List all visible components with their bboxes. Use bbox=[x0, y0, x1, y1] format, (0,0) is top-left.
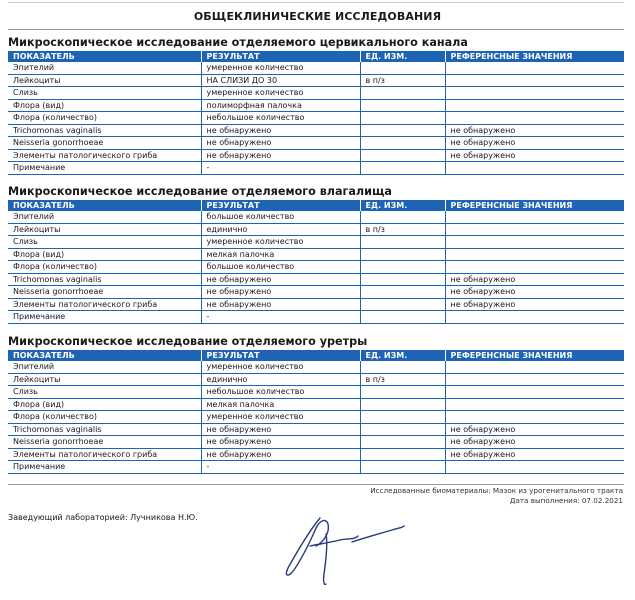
cell-result: не обнаружено bbox=[201, 124, 360, 137]
col-header-reference: РЕФЕРЕНСНЫЕ ЗНАЧЕНИЯ bbox=[445, 350, 624, 361]
cell-reference bbox=[445, 112, 624, 125]
cell-reference bbox=[445, 162, 624, 175]
section-urethral bbox=[8, 335, 624, 474]
cell-unit bbox=[360, 386, 445, 399]
cell-unit bbox=[360, 99, 445, 112]
table-header-row bbox=[8, 51, 624, 62]
cell-result: умеренное количество bbox=[201, 411, 360, 424]
row-note bbox=[8, 461, 624, 474]
cell-indicator: Элементы патологического гриба bbox=[8, 448, 201, 461]
cell-unit bbox=[360, 149, 445, 162]
cell-reference: не обнаружено bbox=[445, 298, 624, 311]
col-header-unit: ЕД. ИЗМ. bbox=[360, 51, 445, 62]
completion-date: Дата выполнения: 07.02.2021 bbox=[509, 496, 623, 505]
cell-reference bbox=[445, 248, 624, 261]
cell-indicator: Лейкоциты bbox=[8, 373, 201, 386]
cell-unit bbox=[360, 311, 445, 324]
cell-indicator: Эпителий bbox=[8, 361, 201, 373]
row-neisseria bbox=[8, 286, 624, 299]
cell-indicator: Слизь bbox=[8, 236, 201, 249]
col-header-reference: РЕФЕРЕНСНЫЕ ЗНАЧЕНИЯ bbox=[445, 200, 624, 211]
cell-unit bbox=[360, 124, 445, 137]
cell-reference bbox=[445, 311, 624, 324]
cell-unit bbox=[360, 461, 445, 474]
cell-reference bbox=[445, 87, 624, 100]
cell-reference bbox=[445, 211, 624, 223]
cell-result: не обнаружено bbox=[201, 286, 360, 299]
cell-indicator: Лейкоциты bbox=[8, 74, 201, 87]
cell-reference bbox=[445, 62, 624, 74]
cell-unit bbox=[360, 62, 445, 74]
cell-result: мелкая палочка bbox=[201, 248, 360, 261]
row-flora-type bbox=[8, 248, 624, 261]
cell-reference bbox=[445, 74, 624, 87]
footer-divider bbox=[8, 484, 624, 485]
cell-indicator: Примечание bbox=[8, 461, 201, 474]
biomaterials-note: Исследованные биоматериалы: Мазок из урогенитального тракта bbox=[370, 486, 623, 495]
row-flora-amount bbox=[8, 112, 624, 125]
cell-reference bbox=[445, 386, 624, 399]
cell-unit bbox=[360, 398, 445, 411]
row-fungi bbox=[8, 149, 624, 162]
cell-reference: не обнаружено bbox=[445, 149, 624, 162]
cell-reference: не обнаружено bbox=[445, 448, 624, 461]
cell-indicator: Neisseria gonorrhoeae bbox=[8, 137, 201, 150]
cell-result: умеренное количество bbox=[201, 62, 360, 74]
cell-indicator: Trichomonas vaginalis bbox=[8, 423, 201, 436]
cell-indicator: Флора (вид) bbox=[8, 398, 201, 411]
row-flora-amount bbox=[8, 411, 624, 424]
results-table bbox=[8, 200, 624, 324]
cell-result: умеренное количество bbox=[201, 361, 360, 373]
section-cervical bbox=[8, 36, 624, 175]
row-neisseria bbox=[8, 137, 624, 150]
cell-unit bbox=[360, 248, 445, 261]
table-header-row bbox=[8, 200, 624, 211]
row-mucus bbox=[8, 386, 624, 399]
col-header-indicator: ПОКАЗАТЕЛЬ bbox=[8, 200, 201, 211]
cell-indicator: Лейкоциты bbox=[8, 223, 201, 236]
cell-unit: в п/з bbox=[360, 373, 445, 386]
row-epithelium bbox=[8, 211, 624, 223]
cell-result: не обнаружено bbox=[201, 436, 360, 449]
cell-unit bbox=[360, 162, 445, 175]
cell-unit bbox=[360, 273, 445, 286]
cell-result: не обнаружено bbox=[201, 298, 360, 311]
cell-indicator: Элементы патологического гриба bbox=[8, 298, 201, 311]
cell-unit bbox=[360, 361, 445, 373]
cell-reference bbox=[445, 373, 624, 386]
cell-unit bbox=[360, 298, 445, 311]
cell-indicator: Neisseria gonorrhoeae bbox=[8, 286, 201, 299]
row-epithelium bbox=[8, 361, 624, 373]
cell-indicator: Флора (количество) bbox=[8, 411, 201, 424]
section-title: Микроскопическое исследование отделяемого уретры bbox=[8, 335, 368, 348]
lab-head-label: Заведующий лабораторией: Лучникова Н.Ю. bbox=[8, 513, 198, 522]
cell-result: не обнаружено bbox=[201, 423, 360, 436]
cell-reference bbox=[445, 461, 624, 474]
cell-result: единично bbox=[201, 223, 360, 236]
col-header-result: РЕЗУЛЬТАТ bbox=[201, 51, 360, 62]
cell-reference: не обнаружено bbox=[445, 286, 624, 299]
cell-reference bbox=[445, 261, 624, 274]
cell-unit bbox=[360, 211, 445, 223]
cell-unit bbox=[360, 286, 445, 299]
col-header-result: РЕЗУЛЬТАТ bbox=[201, 350, 360, 361]
row-note bbox=[8, 162, 624, 175]
cell-reference: не обнаружено bbox=[445, 137, 624, 150]
row-mucus bbox=[8, 236, 624, 249]
signature-image bbox=[280, 512, 410, 590]
row-trichomonas bbox=[8, 273, 624, 286]
section-title: Микроскопическое исследование отделяемого влагалища bbox=[8, 185, 392, 198]
section-vaginal bbox=[8, 185, 624, 324]
col-header-indicator: ПОКАЗАТЕЛЬ bbox=[8, 51, 201, 62]
cell-indicator: Флора (вид) bbox=[8, 99, 201, 112]
row-trichomonas bbox=[8, 423, 624, 436]
cell-result: мелкая палочка bbox=[201, 398, 360, 411]
cell-indicator: Флора (количество) bbox=[8, 112, 201, 125]
cell-unit bbox=[360, 236, 445, 249]
col-header-result: РЕЗУЛЬТАТ bbox=[201, 200, 360, 211]
cell-reference bbox=[445, 411, 624, 424]
row-fungi bbox=[8, 448, 624, 461]
cell-indicator: Trichomonas vaginalis bbox=[8, 273, 201, 286]
row-epithelium bbox=[8, 62, 624, 74]
cell-unit bbox=[360, 423, 445, 436]
cell-unit bbox=[360, 137, 445, 150]
cell-unit: в п/з bbox=[360, 223, 445, 236]
cell-reference bbox=[445, 398, 624, 411]
cell-reference bbox=[445, 99, 624, 112]
row-neisseria bbox=[8, 436, 624, 449]
cell-result: - bbox=[201, 461, 360, 474]
cell-indicator: Элементы патологического гриба bbox=[8, 149, 201, 162]
cell-indicator: Флора (вид) bbox=[8, 248, 201, 261]
row-flora-amount bbox=[8, 261, 624, 274]
cell-result: - bbox=[201, 311, 360, 324]
row-flora-type bbox=[8, 398, 624, 411]
cell-result: умеренное количество bbox=[201, 236, 360, 249]
cell-result: НА СЛИЗИ ДО 30 bbox=[201, 74, 360, 87]
cell-result: единично bbox=[201, 373, 360, 386]
cell-result: не обнаружено bbox=[201, 448, 360, 461]
col-header-indicator: ПОКАЗАТЕЛЬ bbox=[8, 350, 201, 361]
cell-indicator: Слизь bbox=[8, 87, 201, 100]
cell-indicator: Примечание bbox=[8, 162, 201, 175]
cell-reference bbox=[445, 236, 624, 249]
row-flora-type bbox=[8, 99, 624, 112]
cell-result: большое количество bbox=[201, 211, 360, 223]
cell-unit bbox=[360, 87, 445, 100]
col-header-unit: ЕД. ИЗМ. bbox=[360, 350, 445, 361]
row-trichomonas bbox=[8, 124, 624, 137]
cell-unit bbox=[360, 112, 445, 125]
cell-indicator: Слизь bbox=[8, 386, 201, 399]
results-table bbox=[8, 350, 624, 474]
cell-reference: не обнаружено bbox=[445, 423, 624, 436]
row-fungi bbox=[8, 298, 624, 311]
cell-indicator: Эпителий bbox=[8, 62, 201, 74]
results-table bbox=[8, 51, 624, 175]
row-leukocytes bbox=[8, 74, 624, 87]
title-divider bbox=[8, 29, 624, 30]
cell-result: небольшое количество bbox=[201, 112, 360, 125]
row-note bbox=[8, 311, 624, 324]
cell-unit bbox=[360, 411, 445, 424]
row-leukocytes bbox=[8, 223, 624, 236]
cell-unit bbox=[360, 261, 445, 274]
col-header-reference: РЕФЕРЕНСНЫЕ ЗНАЧЕНИЯ bbox=[445, 51, 624, 62]
cell-reference: не обнаружено bbox=[445, 124, 624, 137]
cell-unit bbox=[360, 436, 445, 449]
table-header-row bbox=[8, 350, 624, 361]
cell-indicator: Trichomonas vaginalis bbox=[8, 124, 201, 137]
section-title: Микроскопическое исследование отделяемого цервикального канала bbox=[8, 36, 468, 49]
cell-result: - bbox=[201, 162, 360, 175]
cell-unit bbox=[360, 448, 445, 461]
cell-indicator: Neisseria gonorrhoeae bbox=[8, 436, 201, 449]
cell-result: не обнаружено bbox=[201, 149, 360, 162]
top-divider bbox=[8, 2, 624, 3]
col-header-unit: ЕД. ИЗМ. bbox=[360, 200, 445, 211]
cell-indicator: Эпителий bbox=[8, 211, 201, 223]
cell-reference bbox=[445, 361, 624, 373]
cell-result: не обнаружено bbox=[201, 273, 360, 286]
row-mucus bbox=[8, 87, 624, 100]
cell-result: не обнаружено bbox=[201, 137, 360, 150]
cell-reference bbox=[445, 223, 624, 236]
cell-reference: не обнаружено bbox=[445, 273, 624, 286]
document-title: ОБЩЕКЛИНИЧЕСКИЕ ИССЛЕДОВАНИЯ bbox=[193, 10, 442, 23]
cell-unit: в п/з bbox=[360, 74, 445, 87]
cell-reference: не обнаружено bbox=[445, 436, 624, 449]
cell-indicator: Флора (количество) bbox=[8, 261, 201, 274]
cell-result: небольшое количество bbox=[201, 386, 360, 399]
cell-indicator: Примечание bbox=[8, 311, 201, 324]
row-leukocytes bbox=[8, 373, 624, 386]
cell-result: полиморфная палочка bbox=[201, 99, 360, 112]
cell-result: большое количество bbox=[201, 261, 360, 274]
cell-result: умеренное количество bbox=[201, 87, 360, 100]
